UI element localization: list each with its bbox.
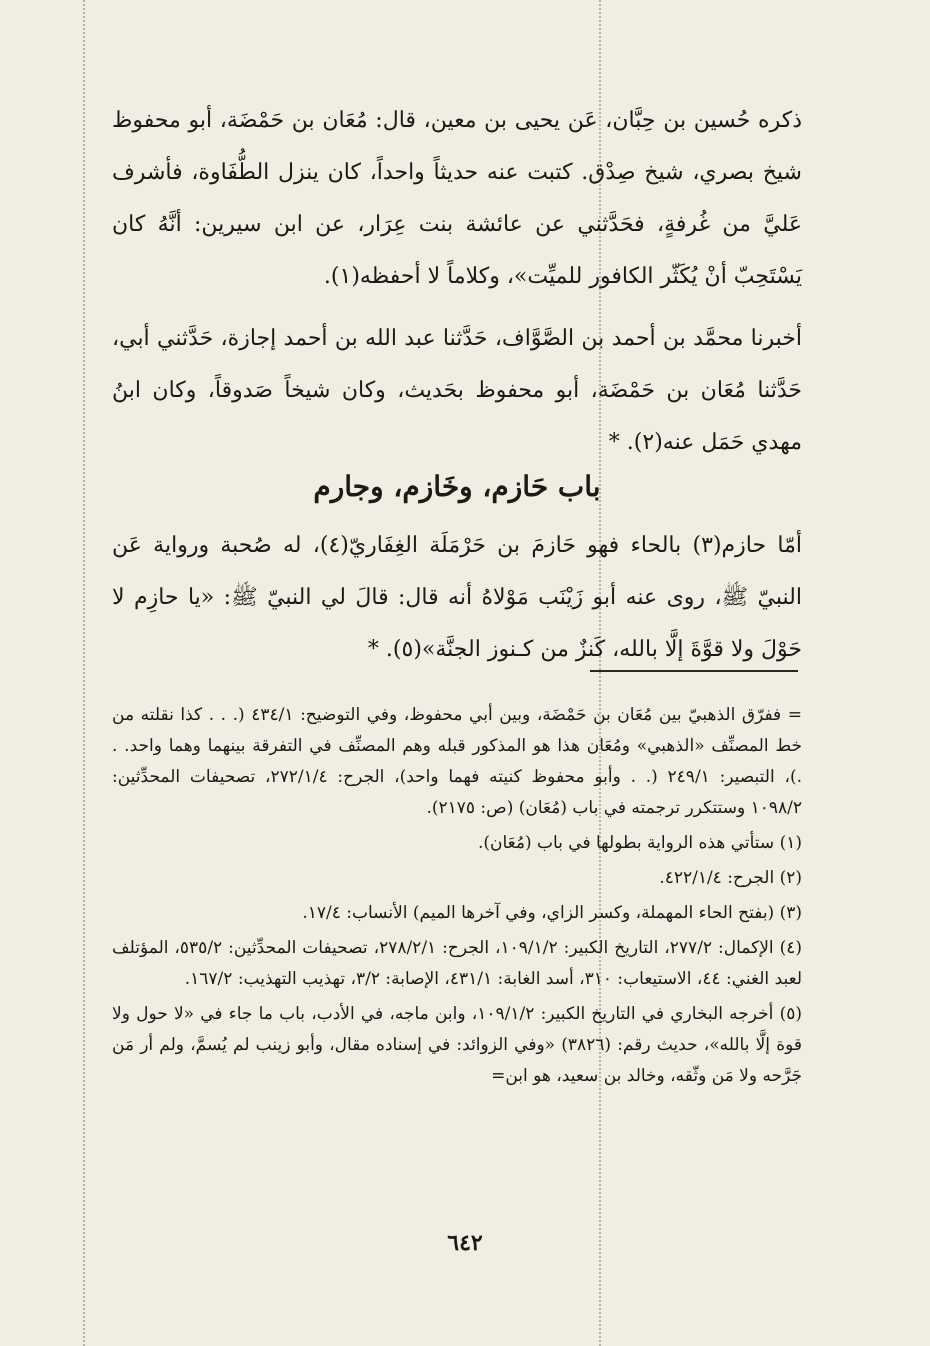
paragraph-2: أخبرنا محمَّد بن أحمد بن الصَّوَّاف، حَدَّثنا عبد الله بن أحمد إجازة، حَدَّثني أبي، حَدَّثنا مُعَان بن حَمْضَة، أبو محفوظ بحَديث، وكان شيخاً صَدوقاً، وكان ابنُ مهدي حَمَل عنه(٢). * — [112, 326, 802, 455]
page-number: ٦٤٢ — [447, 1230, 483, 1256]
footnote-2: (٢) الجرح: ٤٢٢/١/٤. — [659, 868, 802, 888]
paragraph-1: ذكره حُسين بن حِبَّان، عَن يحيى بن معين، قال: مُعَان بن حَمْضَة، أبو محفوظ شيخ بصري، شيخ صِدْق. كتبت عنه حديثاً واحداً، كان ينزل الطُّفَاوة، فأشرف عَليَّ من غُرفةٍ، فحَدَّثني عن عائشة بنت عِرَار، عن ابن سيرين: أنَّهُ كان يَسْتَحِبّ أنْ يُكَثّر الكافور للميِّت»، وكلاماً لا أحفظه(١). — [112, 108, 802, 289]
paragraph-3: أمّا حازم(٣) بالحاء فهو حَازمَ بن حَرْمَلَة الغِفَاريّ(٤)، له صُحبة ورواية عَن النبيّ ﷺ، روى عنه أبو زَيْنَب مَوْلاهُ أنه قال: قالَ لي النبيّ ﷺ: «يا حازِم لا حَوْلَ ولا قوَّةَ إلَّا بالله، كَنزٌ من كـنوز الجنَّة»(٥). * — [112, 533, 802, 662]
main-text — [112, 95, 802, 479]
footnote-continued: = ففرّق الذهبيّ بين مُعَان بن حَمْضَة، وبين أبي محفوظ، وفي التوضيح: ٤٣٤/١ (. . . كذا نقلته من خط المصنِّف «الذهبي» ومُعَان هذا هو المذكور قبله وهم المصنِّف في التفرقة بينهما وهما واحد. . .)، التبصير: ٢٤٩/١ (. . وأبو محفوظ كنيته فهما واحد)، الجرح: ٢٧٢/١/٤، تصحيفات المحدِّثين: ١٠٩٨/٢ وستتكرر ترجمته في باب (مُعَان) (ص: ٢١٧٥). — [112, 705, 802, 818]
footnotes — [112, 700, 802, 1096]
chapter-title: باب حَازم، وخَازم، وجارم — [313, 470, 601, 503]
chapter-text — [112, 520, 802, 686]
footnote-separator — [590, 670, 798, 672]
footnote-1: (١) ستأتي هذه الرواية بطولها في باب (مُعَان). — [477, 833, 802, 853]
footnote-4: (٤) الإكمال: ٢٧٧/٢، التاريخ الكبير: ١٠٩/١/٢، الجرح: ٢٧٨/٢/١، تصحيفات المحدِّثين: ٥٣٥/٢، المؤتلف لعبد الغني: ٤٤، الاستيعاب: ٣١٠، أسد الغابة: ٤٣١/١، الإصابة: ٣/٢، تهذيب التهذيب: ١٦٧/٢. — [112, 938, 802, 989]
footnote-5: (٥) أخرجه البخاري في التاريخ الكبير: ١٠٩/١/٢، وابن ماجه، في الأدب، باب ما جاء في «لا حول ولا قوة إلَّا بالله»، حديث رقم: (٣٨٢٦) «وفي الزوائد: في إسناده مقال، وأبو زينب لم يُسمَّ، ولم أر مَن جَرَّحه ولا مَن وثّقه، وخالد بن سعيد، هو ابن= — [112, 1004, 803, 1086]
footnote-3: (٣) (بفتح الحاء المهملة، وكسر الزاي، وفي آخرها الميم) الأنساب: ١٧/٤. — [302, 903, 802, 923]
fold-line — [83, 0, 85, 1346]
